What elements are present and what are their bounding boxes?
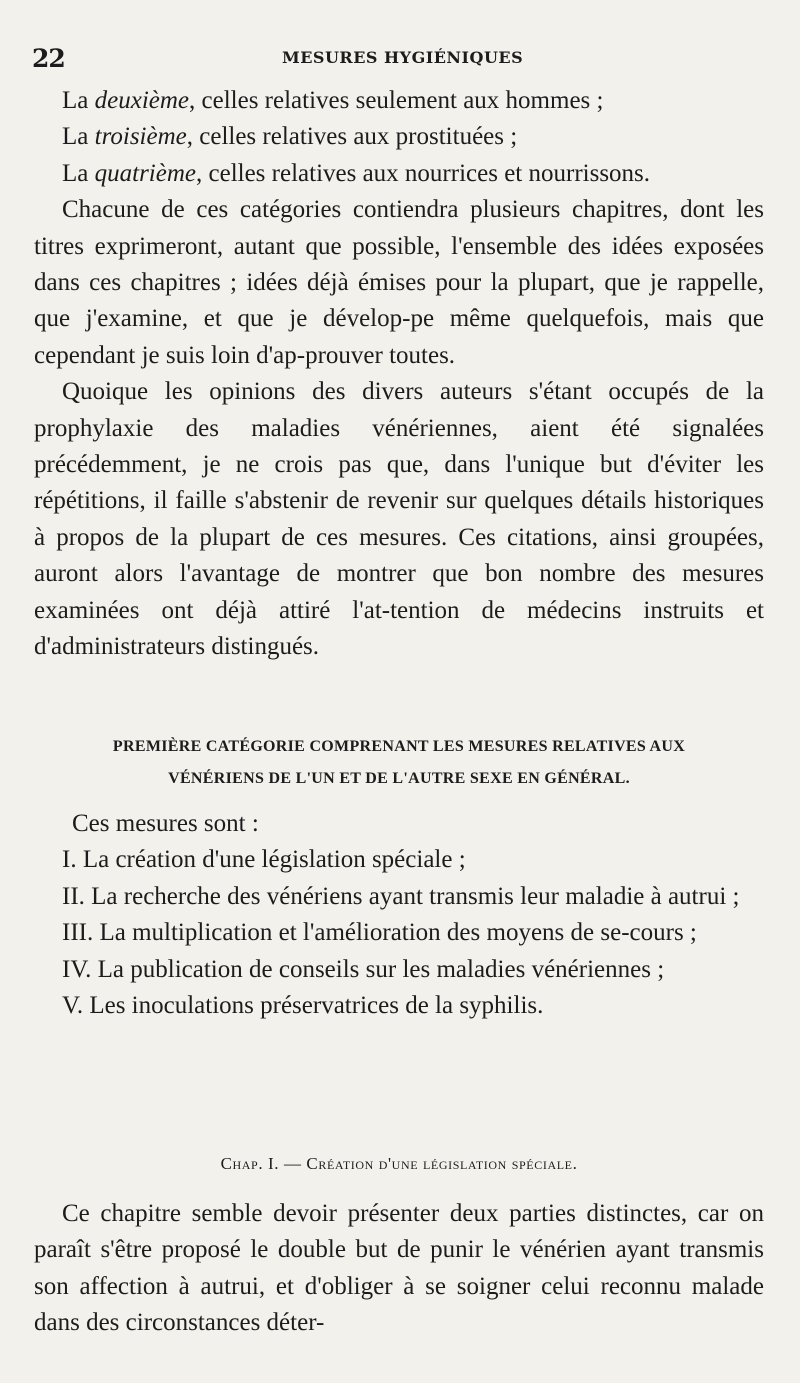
running-title: MESURES HYGIÉNIQUES [282,48,524,67]
paragraph-chapter-intro: Ce chapitre semble devoir présenter deux parties distinctes, car on paraît s'être proposé le double but de punir le vénérien ayant transmis son affection à autrui, et d'obliger à se soigner celui reconnu malade dans des circonstances déter- [34,1200,764,1337]
page-header [32,44,760,78]
list-item: I. La création d'une législation spéciale ; [62,846,466,874]
list-item: IV. La publication de conseils sur les maladies vénériennes ; [62,955,665,983]
paragraph-deuxieme: La deuxième, celles relatives seulement aux hommes ; [62,87,604,114]
page-number: 22 [32,44,65,73]
list-item: II. La recherche des vénériens ayant transmis leur maladie à autrui ; [62,882,740,910]
paragraph-opinions: Quoique les opinions des divers auteurs s'étant occupés de la prophylaxie des maladies vénériennes, aient été signalées précédemment, je ne crois pas que, dans l'unique but d'éviter les répétitions, il faille s'abstenir de revenir sur quelques détails historiques à propos de la plupart de ces mesures. Ces citations, ainsi groupées, auront alors l'avantage de montrer que bon nombre des mesures examinées ont déjà attiré l'at-tention de médecins instruits et d'administrateurs distingués. [34,378,764,661]
measures-list [34,806,764,1024]
paragraph-troisieme: La troisième, celles relatives aux prostituées ; [62,123,518,151]
chapter-heading: Chap. I. — Création d'une législation spéciale. [220,1154,578,1173]
list-intro: Ces mesures sont : [72,810,259,837]
chapter-text [34,1196,764,1342]
body-text-top [34,83,764,666]
section-heading-line-1: PREMIÈRE CATÉGORIE COMPRENANT LES MESURES RELATIVES AUX [112,738,686,755]
paragraph-quatrieme: La quatrième, celles relatives aux nourrices et nourrissons. [62,159,651,187]
paragraph-categories: Chacune de ces catégories contiendra plusieurs chapitres, dont les titres exprimeront, autant que possible, l'ensemble des idées exposées dans ces chapitres ; idées déjà émises pour la plupart, que je rappelle, que j'examine, et que je dévelop-pe même quelquefois, mais que cependant je suis loin d'ap-prouver toutes. [34,196,764,369]
list-item: III. La multiplication et l'amélioration des moyens de se-cours ; [62,919,697,947]
section-heading-line-2: VÉNÉRIENS DE L'UN ET DE L'AUTRE SEXE EN GÉNÉRAL. [168,770,630,787]
section-heading [34,731,764,795]
list-item: V. Les inoculations préservatrices de la syphilis. [62,992,544,1020]
